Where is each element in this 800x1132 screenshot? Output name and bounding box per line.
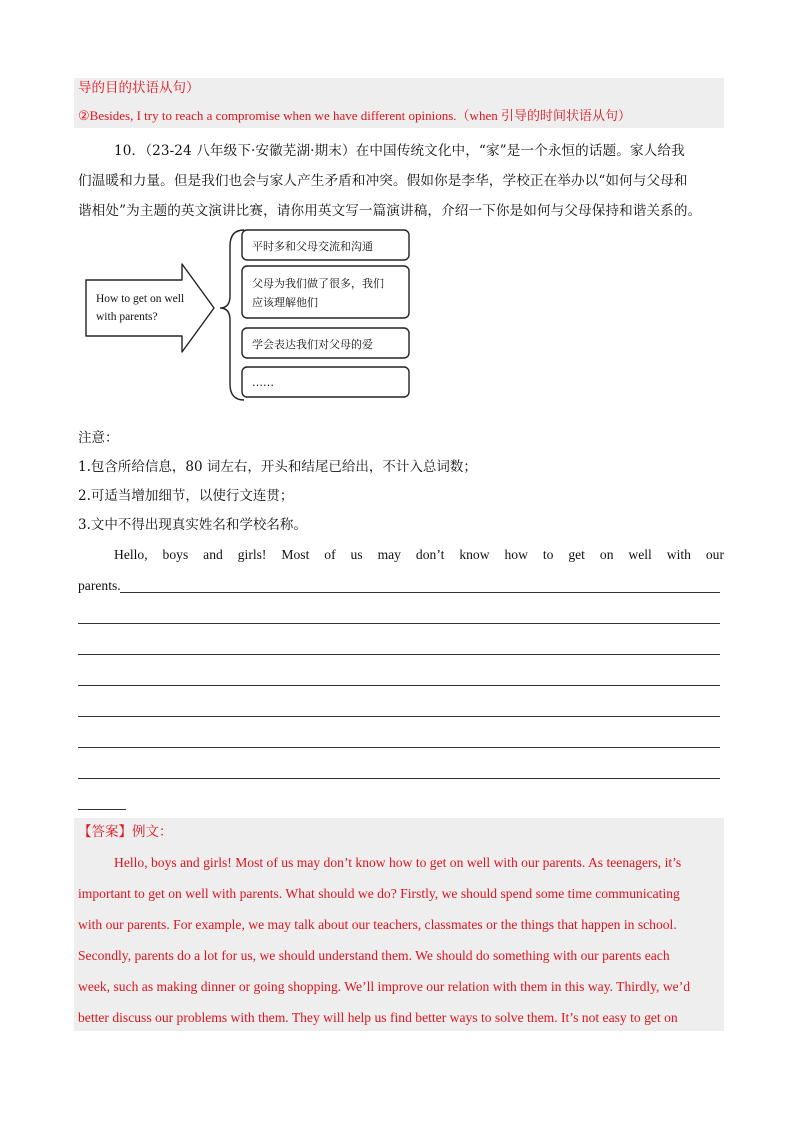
opening-word: our [705,547,724,562]
opening-word: Most [281,547,310,562]
writing-line [78,654,720,655]
point-box-2 [242,266,409,318]
opening-word: how [504,547,528,562]
answer-label: 【答案】例文： [78,824,173,840]
arrow-text-line-2: with parents? [96,311,158,323]
point-box-1-text: 平时多和父母交流和沟通 [252,240,373,253]
arrow-text-line-1: How to get on well [96,293,185,305]
notes-title: 注意： [78,430,119,446]
opening-word: us [350,547,363,562]
question-line-2: 们温暖和力量。但是我们也会与家人产生矛盾和冲突。假如你是李华，学校正在举办以“如何与父母和 [78,173,688,189]
arrow-shape [86,264,214,352]
essay-opening-line-2: parents. [78,578,121,593]
writing-line [78,685,720,686]
writing-line [78,778,720,779]
writing-line [78,716,720,717]
prev-answer-line-1: 导的目的状语从句） [78,80,200,96]
opening-word: may [377,547,401,562]
opening-word: of [324,547,336,562]
note-item-1: 1.包含所给信息，80 词左右，开头和结尾已给出，不计入总词数； [78,459,477,475]
opening-word: to [542,547,554,562]
prev-answer-line-2: ②Besides, I try to reach a compromise when we have different opinions.（when 引导的时间状语从句） [78,108,631,123]
opening-word: with [666,547,691,562]
note-item-3: 3.文中不得出现真实姓名和学校名称。 [78,517,307,533]
curly-brace [220,230,244,400]
point-box-2-text-line-1: 父母为我们做了很多，我们 [252,277,384,290]
writing-line-end [78,809,126,810]
opening-word: girls! [237,547,267,562]
essay-opening-line-1 [114,544,724,566]
answer-line-5: week, such as making dinner or going shopping. We’ll improve our relation with them in this way. Thirdly, we’d [78,979,691,994]
note-item-2: 2.可适当增加细节，以使行文连贯； [78,488,294,504]
answer-line-3: with our parents. For example, we may talk about our teachers, classmates or the things that happen in school. [78,917,677,932]
question-line-3: 谐相处”为主题的英文演讲比赛，请你用英文写一篇演讲稿，介绍一下你是如何与父母保持和谐关系的。 [78,203,702,219]
writing-line [78,747,720,748]
answer-line-1: Hello, boys and girls! Most of us may don’t know how to get on well with our parents. As teenagers, it’s [114,855,682,870]
answer-line-4: Secondly, parents do a lot for us, we should understand them. We should do something with our parents each [78,948,670,963]
writing-line [78,623,720,624]
opening-word: know [459,547,490,562]
opening-word: well [628,547,652,562]
opening-word: boys [162,547,189,562]
point-box-3-text: 学会表达我们对父母的爱 [252,338,373,351]
point-box-2-text-line-2: 应该理解他们 [252,296,318,309]
question-line-1: 10．（23-24 八年级下·安徽芜湖·期末）在中国传统文化中，“家”是一个永恒的话题。家人给我 [114,143,685,159]
mind-map-diagram [82,226,422,406]
opening-word: don’t [415,547,445,562]
opening-word: Hello, [114,547,148,562]
opening-word: get [568,547,585,562]
answer-line-2: important to get on well with parents. What should we do? Firstly, we should spend some time communicating [78,886,680,901]
writing-line [120,592,720,593]
opening-word: on [599,547,614,562]
point-box-4-text: …… [252,376,274,389]
answer-line-6: better discuss our problems with them. They will help us find better ways to solve them. It’s not easy to get on [78,1010,678,1025]
opening-word: and [203,547,223,562]
